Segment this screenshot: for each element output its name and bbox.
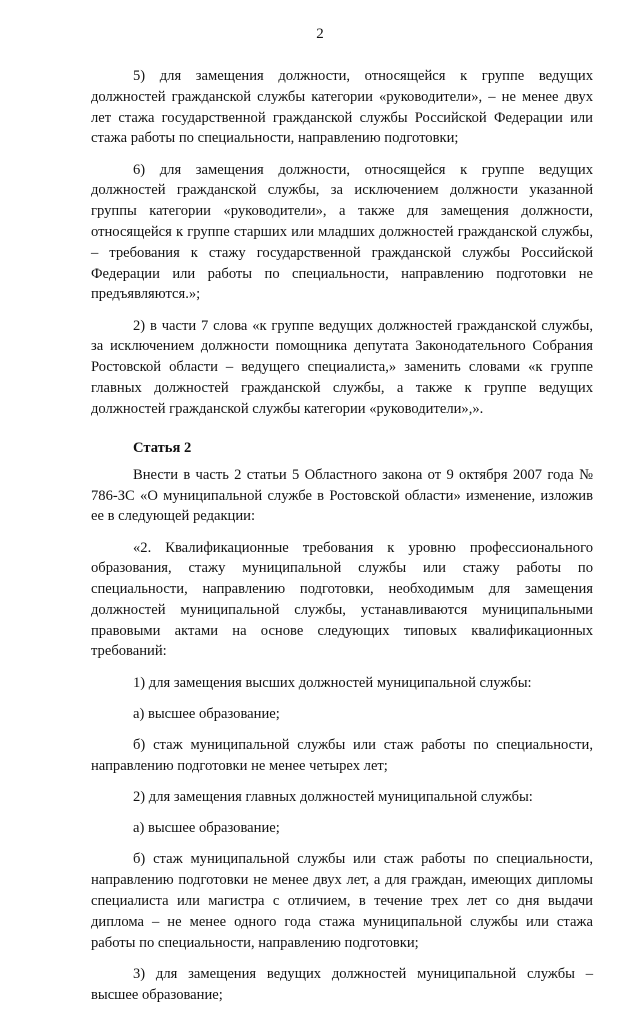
paragraph-item-5: 5) для замещения должности, относящейся к группе ведущих должностей гражданской службы категории «руководители», – не менее двух лет стажа государственной гражданской службы Российской Федерации или стажа работы по специальности, направлению подготовки;: [91, 68, 593, 147]
paragraph-experience-four-years: б) стаж муниципальной службы или стаж работы по специальности, направлению подготовки не менее четырех лет;: [91, 737, 593, 774]
paragraph-part-7-amendment: 2) в части 7 слова «к группе ведущих должностей гражданской службы, за исключением должности помощника депутата Законодательного Собрания Ростовской области – ведущего специалиста,» заменить словами «к группе главных должностей гражданской службы, а также к группе ведущих должностей гражданской службы категории «руководители»,».: [91, 317, 593, 417]
article-heading: Статья 2: [133, 439, 192, 456]
paragraph-qualification-requirements: «2. Квалификационные требования к уровню профессионального образования, стажу муниципальной службы или стажу работы по специальности, направлению подготовки, необходимым для замещения должностей муниципальной службы, устанавливаются муниципальными правовыми актами на основе следующих типовых квалификационных требований:: [91, 539, 593, 660]
paragraph-experience-two-years: б) стаж муниципальной службы или стаж работы по специальности, направлению подготовки не менее двух лет, а для граждан, имеющих дипломы специалиста или магистра с отличием, в течение трех лет со дня выдачи диплома – не менее одного года стажа муниципальной службы или стажа работы по специальности, направлению подготовки;: [91, 851, 593, 951]
paragraph-amendment-intro: Внести в часть 2 статьи 5 Областного закона от 9 октября 2007 года № 786-ЗС «О муниципальной службе в Ростовской области» изменение, изложив ее в следующей редакции:: [91, 466, 593, 525]
paragraph-higher-positions: 1) для замещения высших должностей муниципальной службы:: [133, 674, 532, 691]
paragraph-main-positions: 2) для замещения главных должностей муниципальной службы:: [133, 789, 533, 806]
page-number: 2: [316, 26, 324, 42]
paragraph-higher-education-a: а) высшее образование;: [133, 705, 280, 722]
paragraph-item-6: 6) для замещения должности, относящейся к группе ведущих должностей гражданской службы, за исключением должности указанной группы категории «руководители», а также для замещения должности, относящейся к группе старших или младших должностей гражданской службы, – требования к стажу государственной гражданской службы Российской Федерации или работы по специальности, направлению подготовки не предъявляются.»;: [91, 161, 593, 303]
document-body: [91, 66, 593, 1016]
paragraph-higher-education-b: а) высшее образование;: [133, 820, 280, 837]
paragraph-leading-positions: 3) для замещения ведущих должностей муниципальной службы – высшее образование;: [91, 965, 593, 1003]
